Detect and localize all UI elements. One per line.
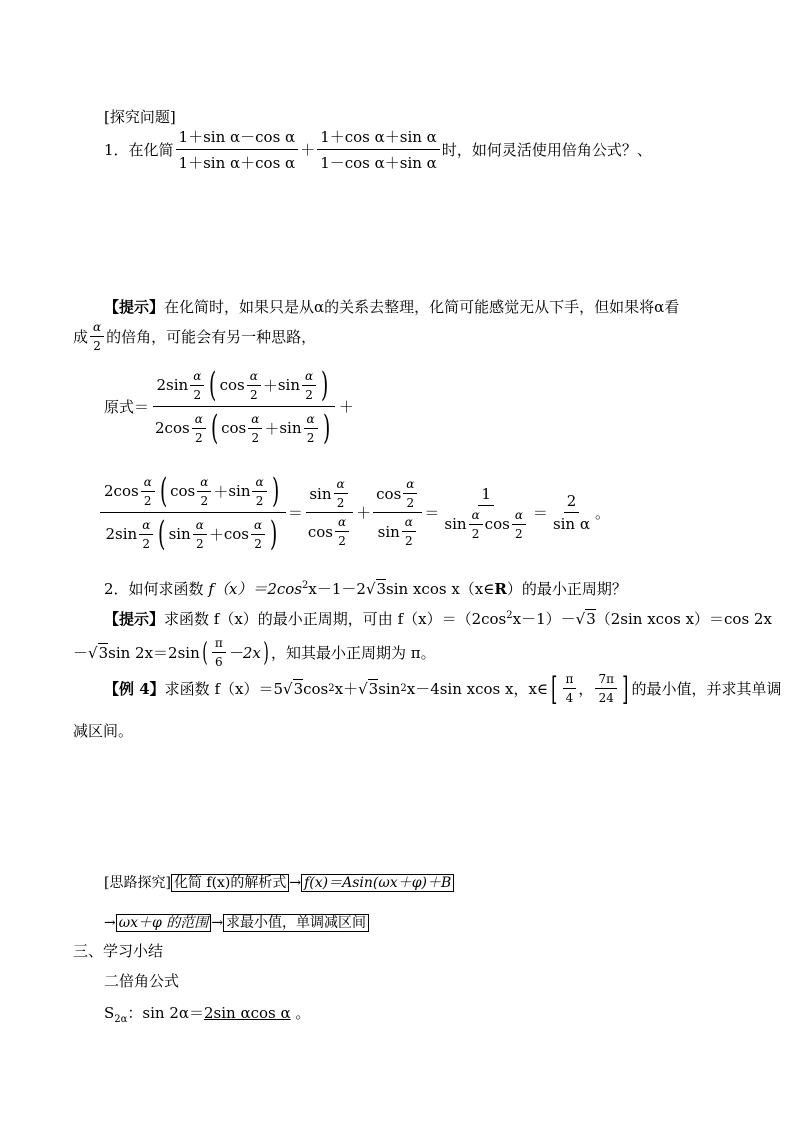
summary-heading: 三、学习小结 [73, 942, 164, 960]
derivation-fraction-5-numerator: 1 [478, 485, 494, 506]
two: 2 [515, 526, 523, 541]
thinking-box-range: ωx＋φ 的范围 [116, 914, 212, 932]
derivation-fraction-1-numerator: 2sin $\frac{\alpha}{2}$ ( cos $\frac{\alpha}{2}$ ＋ sin $\frac{\alpha}{2}$ ) [153, 368, 336, 407]
formula-answer: 2sin αcos α [204, 1004, 291, 1022]
formula-end: 。 [290, 1004, 311, 1022]
explore-heading: [探究问题] [104, 108, 176, 126]
example-4-text-c: x＋ [334, 680, 359, 698]
thinking-line-2 [104, 912, 369, 932]
derivation-fraction-2-numerator: 2cos $\frac{\alpha}{2}$ ( cos $\frac{\alpha}{2}$ ＋ sin $\frac{\alpha}{2}$ ) [100, 474, 286, 513]
alpha: α [304, 412, 318, 429]
question-2: 2．如何求函数 $f(x)=2\cos^2x-1-2√3\sin$ xcos x（x∈R）的最小正周期？ [104, 580, 627, 598]
example-4-line-2: 减区间。 [73, 722, 134, 740]
q1-fraction-2-denominator: 1－cos α＋sin α [320, 154, 437, 172]
two: 2 [193, 387, 202, 402]
q1-fraction-1-denominator: 1＋sin α＋cos α [178, 154, 296, 172]
two: 2 [142, 536, 151, 551]
example-4-text-a: 求函数 f（x）＝5 [164, 680, 283, 698]
plus: ＋ [264, 419, 280, 438]
derivation-fraction-2 [100, 471, 286, 554]
two: 2 [306, 430, 315, 445]
six: 6 [215, 655, 223, 669]
pi: π [212, 636, 226, 653]
q1-prefix: 1．在化简 [104, 141, 174, 159]
example-4-line-1: 【例 4】 求函数 f（x）＝5 √ 3 cos 2 x＋ √ 3 sin 2 x－4sin xcos x，x∈ [ $\frac{\pi}{4}$ ， $\frac{7\pi}{24}$ ] 的最小值，并求其单调 [104, 669, 782, 708]
alpha: α [403, 477, 417, 494]
q1-plus: ＋ [300, 141, 316, 159]
derivation-fraction-3-numerator [306, 477, 352, 513]
q2-R: R [494, 580, 507, 598]
formula-label: S [104, 1004, 115, 1022]
hint-1-text-2b: 的倍角，可能会有另一种思路， [106, 328, 317, 346]
q1-fraction-2 [317, 126, 440, 173]
hint-2-text-a: 求函数 f（x）的最小正周期，可由 f（x）＝（2cos [164, 610, 507, 628]
cos-text: cos [484, 515, 510, 533]
half-alpha-fraction [90, 320, 104, 353]
hint-2-sqrt3: 3 [586, 610, 596, 628]
two: 2 [338, 534, 346, 548]
alpha: α [248, 412, 262, 429]
cos-text: cos [221, 419, 247, 437]
two-cos-text: 2cos [155, 419, 190, 437]
hint-2-text-e: ，知其最小正周期为 π。 [270, 644, 436, 662]
derivation-fraction-4-denominator [375, 513, 421, 548]
question-1 [104, 126, 652, 173]
half-alpha [247, 369, 261, 402]
alpha: α [469, 508, 483, 525]
sin-text: sin [309, 484, 332, 503]
q1-fraction-1-numerator: 1＋sin α－cos α [176, 126, 299, 150]
alpha: α [335, 515, 349, 532]
q1-fraction-1 [176, 126, 299, 173]
thinking-box-result: 求最小值，单调减区间 [223, 914, 369, 932]
two-cos-text: 2cos [104, 482, 139, 500]
derivation-fraction-6 [550, 492, 593, 533]
pi-over-4 [563, 672, 577, 705]
equals: ＝ [532, 504, 548, 522]
hint-2-label: 【提示】 [104, 610, 165, 628]
hint-2-line-1: 【提示】求函数 f（x）的最小正周期，可由 $f(x)=(2\cos^2x-1)-√3(2\sin$ xcos x）＝cos 2x [104, 610, 772, 628]
hint-2-text-c: （2sin xcos x）＝cos 2x [595, 610, 772, 628]
two: 2 [251, 430, 260, 445]
half-alpha [302, 369, 316, 402]
two: 2 [194, 430, 203, 445]
half-alpha [512, 508, 526, 541]
alpha: α [512, 508, 526, 525]
cos-text: cos [376, 484, 402, 503]
example-4-text-e: x－4sin xcos x，x∈ [406, 680, 549, 698]
plus: ＋ [262, 376, 278, 395]
alpha: α [247, 369, 261, 386]
sin-text: sin [277, 376, 300, 394]
derivation-fraction-6-numerator: 2 [564, 492, 580, 513]
q2-part-c: x－1－2 [308, 580, 366, 598]
alpha: α [302, 369, 316, 386]
thinking-box-form: f(x)＝Asin(ωx＋φ)＋B [301, 874, 454, 892]
twenty-four: 24 [598, 691, 614, 705]
hint-1-line-2 [73, 320, 316, 353]
two: 2 [336, 496, 345, 510]
cos-text: cos [170, 482, 196, 500]
half-alpha [141, 475, 155, 508]
sin-text: sin [168, 525, 191, 543]
derivation-fraction-5 [441, 485, 531, 541]
two: 2 [405, 534, 413, 548]
two-sin-text: 2sin [105, 525, 138, 543]
half-alpha [469, 508, 483, 541]
derivation-line-1 [104, 365, 354, 448]
derivation-end: 。 [595, 504, 611, 522]
derivation-lhs: 原式＝ [104, 398, 150, 416]
derivation-fraction-6-denominator: sin α [552, 515, 590, 533]
thinking-line-1 [104, 872, 454, 892]
two: 2 [254, 536, 262, 551]
derivation-fraction-1 [151, 365, 337, 448]
derivation-plus: ＋ [338, 398, 354, 416]
summary-sub: 二倍角公式 [104, 972, 180, 990]
derivation-fraction-1-denominator: 2cos $\frac{\alpha}{2}$ ( cos $\frac{\alpha}{2}$ ＋ sin $\frac{\alpha}{2}$ ) [155, 408, 330, 448]
cos-text: cos [307, 522, 334, 541]
hint-1-label: 【提示】 [104, 298, 165, 316]
half-alpha [248, 412, 262, 445]
alpha: α [334, 477, 348, 494]
four: 4 [565, 691, 574, 705]
half-alpha-denominator: 2 [93, 339, 101, 353]
sin-text: sin [377, 522, 400, 541]
alpha: α [402, 515, 416, 532]
q2-part-b: f（x）＝2cos [208, 580, 303, 598]
half-alpha [402, 515, 416, 548]
derivation-fraction-4 [373, 477, 422, 548]
example-4-text-f: 的最小值，并求其单调 [631, 680, 782, 698]
thinking-label: [思路探究] [104, 875, 171, 891]
half-alpha [335, 515, 349, 548]
half-alpha [193, 518, 207, 551]
q1-fraction-2-numerator: 1＋cos α＋sin α [317, 126, 440, 150]
summary-formula [104, 1002, 310, 1025]
q2-part-e: ）的最小正周期？ [506, 580, 627, 598]
two: 2 [249, 387, 258, 402]
derivation-fraction-3-denominator [305, 513, 354, 548]
plus: ＋ [213, 482, 229, 501]
alpha: α [141, 475, 155, 492]
alpha: α [193, 518, 207, 535]
pi: π [563, 672, 577, 689]
example-4-sqrt3: 3 [368, 680, 379, 698]
two: 2 [255, 493, 264, 508]
cos-text: cos [219, 376, 245, 394]
derivation-fraction-5-denominator [441, 506, 531, 541]
hint-2-sqrt3: 3 [98, 644, 109, 662]
comma: ， [578, 680, 594, 698]
half-alpha [251, 518, 265, 551]
example-4-text-b: cos [303, 679, 329, 698]
hint-1-text-2a: 成 [73, 328, 89, 346]
half-alpha-numerator: α [90, 320, 104, 337]
two: 2 [200, 493, 209, 508]
sin-text: sin [444, 515, 467, 533]
equals: ＝ [287, 504, 303, 522]
derivation-fraction-3 [305, 477, 354, 548]
cos-text: cos [223, 525, 249, 543]
two: 2 [406, 496, 415, 510]
pi-over-6 [212, 636, 226, 669]
two: 2 [305, 387, 313, 402]
sin-text: sin [279, 419, 302, 437]
sin-text: sin [228, 482, 251, 500]
arrow-icon: → [211, 915, 224, 931]
alpha: α [252, 475, 266, 492]
q2-sqrt3: 3 [376, 580, 387, 598]
half-alpha [197, 475, 211, 508]
example-4-label: 【例 4】 [104, 680, 165, 698]
arrow-icon: → [104, 915, 116, 931]
formula-sub: 2α [114, 1014, 128, 1025]
alpha: α [251, 518, 265, 535]
two: 2 [143, 493, 152, 508]
seven-pi: 7π [595, 672, 617, 689]
half-alpha [192, 412, 206, 445]
derivation-fraction-4-numerator [373, 477, 422, 513]
two-sin-text: 2sin [156, 376, 189, 394]
half-alpha [139, 518, 153, 551]
example-4-text-d: sin [378, 679, 401, 698]
minus-2x: －2x [227, 644, 261, 662]
example-4-sqrt3: 3 [293, 680, 304, 698]
hint-2-minus: － [73, 644, 89, 662]
hint-1-text-1: 在化简时，如果只是从α的关系去整理，化简可能感觉无从下手，但如果将α看 [164, 298, 680, 316]
half-alpha [190, 369, 204, 402]
hint-1-line-1 [104, 296, 679, 317]
seven-pi-over-24 [595, 672, 617, 705]
half-alpha [252, 475, 266, 508]
derivation-line-2 [98, 471, 611, 554]
hint-2-line-2: － √ 3 sin 2x＝2sin ( $\frac{\pi}{6}$ －2x ) ，知其最小正周期为 π。 [73, 636, 436, 669]
arrow-icon: → [289, 875, 302, 891]
half-alpha [334, 477, 348, 510]
alpha: α [190, 369, 204, 386]
thinking-box-simplify: 化简 f(x)的解析式 [171, 874, 289, 892]
alpha: α [197, 475, 211, 492]
plus: ＋ [208, 525, 224, 544]
plus: ＋ [356, 504, 372, 522]
derivation-fraction-2-denominator: 2sin $\frac{\alpha}{2}$ ( sin $\frac{\alpha}{2}$ ＋ cos $\frac{\alpha}{2}$ ) [105, 514, 278, 554]
alpha: α [139, 518, 153, 535]
half-alpha [304, 412, 318, 445]
half-alpha [403, 477, 417, 510]
alpha: α [192, 412, 206, 429]
q1-suffix: 时，如何灵活使用倍角公式？、 [441, 141, 652, 159]
formula-colon: ：sin 2α＝ [127, 1004, 205, 1022]
two: 2 [195, 536, 204, 551]
two: 2 [471, 526, 480, 541]
hint-2-text-b: x－1）－ [512, 610, 576, 628]
hint-2-text-d: sin 2x＝2sin [108, 644, 200, 662]
q2-part-d: sin xcos x（x∈ [386, 580, 495, 598]
q2-part-a: 2．如何求函数 [104, 580, 204, 598]
equals: ＝ [424, 504, 440, 522]
